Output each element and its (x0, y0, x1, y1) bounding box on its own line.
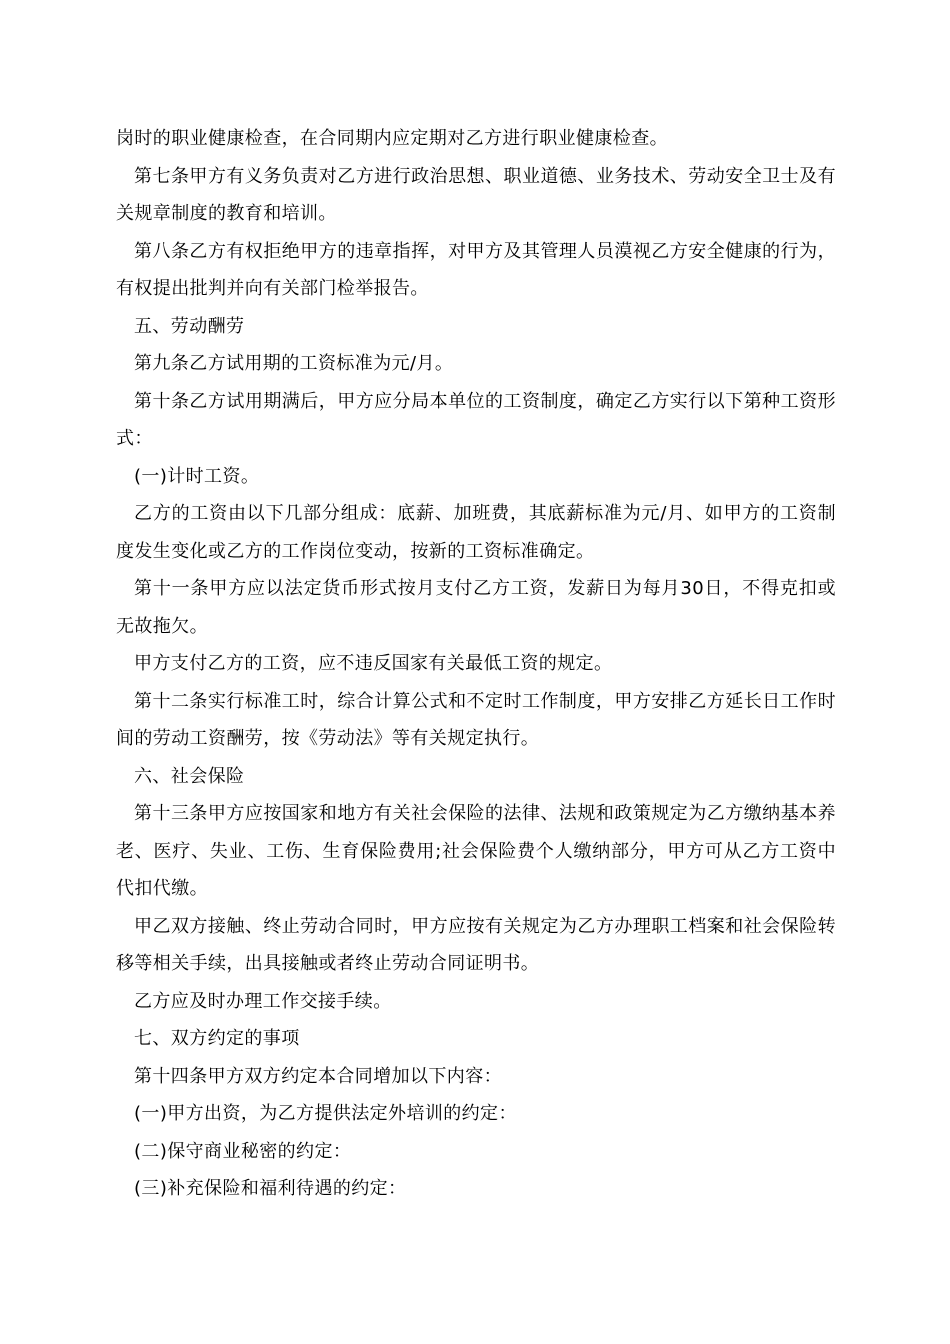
paragraph: 甲方支付乙方的工资，应不违反国家有关最低工资的规定。 (134, 653, 613, 674)
paragraph: 乙方应及时办理工作交接手续。 (134, 990, 392, 1012)
section-heading: 五、劳动酬劳 (134, 315, 245, 337)
paragraph: 第十条乙方试用期满后，甲方应分局本单位的工资制度，确定乙方实行以下第种工资形式： (116, 390, 836, 449)
paragraph: 第九条乙方试用期的工资标准为元/月。 (134, 353, 454, 374)
list-item: (三)补充保险和福利待遇的约定： (134, 1178, 407, 1199)
paragraph: 第十三条甲方应按国家和地方有关社会保险的法律、法规和政策规定为乙方缴纳基本养老、医疗、失业、工伤、生育保险费用;社会保险费个人缴纳部分，甲方可从乙方工资中代扣代缴。 (116, 803, 836, 899)
paragraph: 第八条乙方有权拒绝甲方的违章指挥，对甲方及其管理人员漠视乙方安全健康的行为，有权提出批判并向有关部门检举报告。 (116, 240, 836, 299)
paragraph: 甲乙双方接触、终止劳动合同时，甲方应按有关规定为乙方办理职工档案和社会保险转移等相关手续，出具接触或者终止劳动合同证明书。 (116, 915, 836, 974)
section-heading: 六、社会保险 (134, 765, 245, 787)
paragraph: (一)计时工资。 (134, 465, 260, 487)
list-item: (二)保守商业秘密的约定： (134, 1140, 352, 1162)
paragraph: 第七条甲方有义务负责对乙方进行政治思想、职业道德、业务技术、劳动安全卫士及有关规章制度的教育和培训。 (116, 165, 836, 224)
list-item: (一)甲方出资，为乙方提供法定外培训的约定： (134, 1103, 517, 1124)
document-body (116, 120, 836, 1208)
paragraph: 第十二条实行标准工时，综合计算公式和不定时工作制度，甲方安排乙方延长日工作时间的劳动工资酬劳，按《劳动法》等有关规定执行。 (116, 690, 836, 749)
section-heading: 七、双方约定的事项 (134, 1028, 300, 1049)
paragraph: 第十一条甲方应以法定货币形式按月支付乙方工资，发薪日为每月30日，不得克扣或无故拖欠。 (116, 578, 836, 637)
paragraph: 第十四条甲方双方约定本合同增加以下内容： (134, 1065, 502, 1087)
paragraph: 乙方的工资由以下几部分组成：底薪、加班费，其底薪标准为元/月、如甲方的工资制度发生变化或乙方的工作岗位变动，按新的工资标准确定。 (116, 503, 836, 562)
paragraph: 岗时的职业健康检查，在合同期内应定期对乙方进行职业健康检查。 (116, 128, 668, 149)
